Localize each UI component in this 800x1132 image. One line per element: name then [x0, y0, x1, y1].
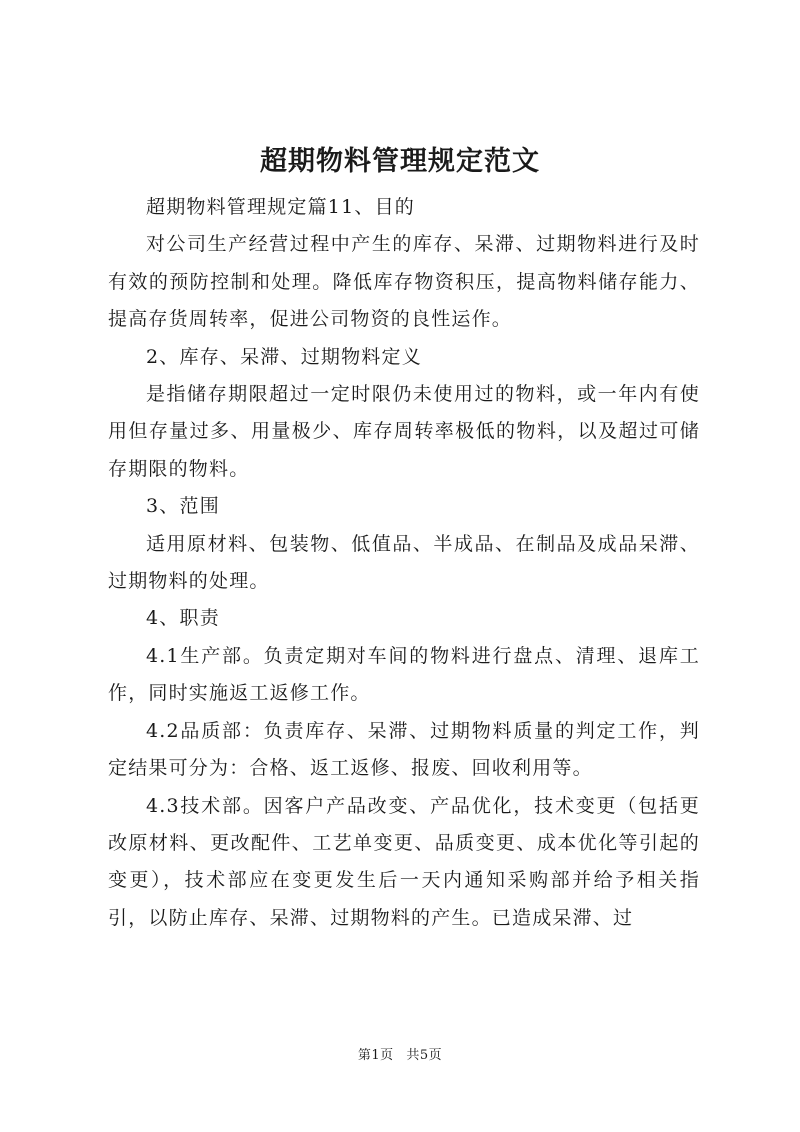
page-total: 共5页: [406, 1048, 443, 1063]
document-title: 超期物料管理规定范文: [260, 146, 540, 177]
page-number: 第1页: [357, 1048, 394, 1063]
paragraph: 4、职责: [146, 607, 220, 630]
paragraph: 对公司生产经营过程中产生的库存、呆滞、过期物料进行及时有效的预防控制和处理。降低库存物资积压，提高物料储存能力、提高存货周转率，促进公司物资的良性运作。: [108, 233, 700, 331]
paragraph: 4.3技术部。因客户产品改变、产品优化，技术变更（包括更改原材料、更改配件、工艺单变更、品质变更、成本优化等引起的变更），技术部应在变更发生后一天内通知采购部并给予相关指引，以防止库存、呆滞、过期物料的产生。已造成呆滞、过: [108, 794, 700, 929]
page-footer: [0, 1046, 800, 1066]
paragraph: 适用原材料、包装物、低值品、半成品、在制品及成品呆滞、过期物料的处理。: [108, 532, 700, 593]
paragraph: 3、范围: [146, 495, 220, 518]
document-body: [108, 189, 700, 937]
paragraph: 是指储存期限超过一定时限仍未使用过的物料，或一年内有使用但存量过多、用量极少、库存周转率极低的物料，以及超过可储存期限的物料。: [108, 383, 700, 480]
paragraph: 2、库存、呆滞、过期物料定义: [146, 345, 422, 368]
paragraph: 4.2品质部：负责库存、呆滞、过期物料质量的判定工作，判定结果可分为：合格、返工返修、报废、回收利用等。: [108, 719, 700, 780]
paragraph: 超期物料管理规定篇11、目的: [146, 196, 415, 218]
paragraph: 4.1生产部。负责定期对车间的物料进行盘点、清理、退库工作，同时实施返工返修工作。: [108, 644, 700, 705]
